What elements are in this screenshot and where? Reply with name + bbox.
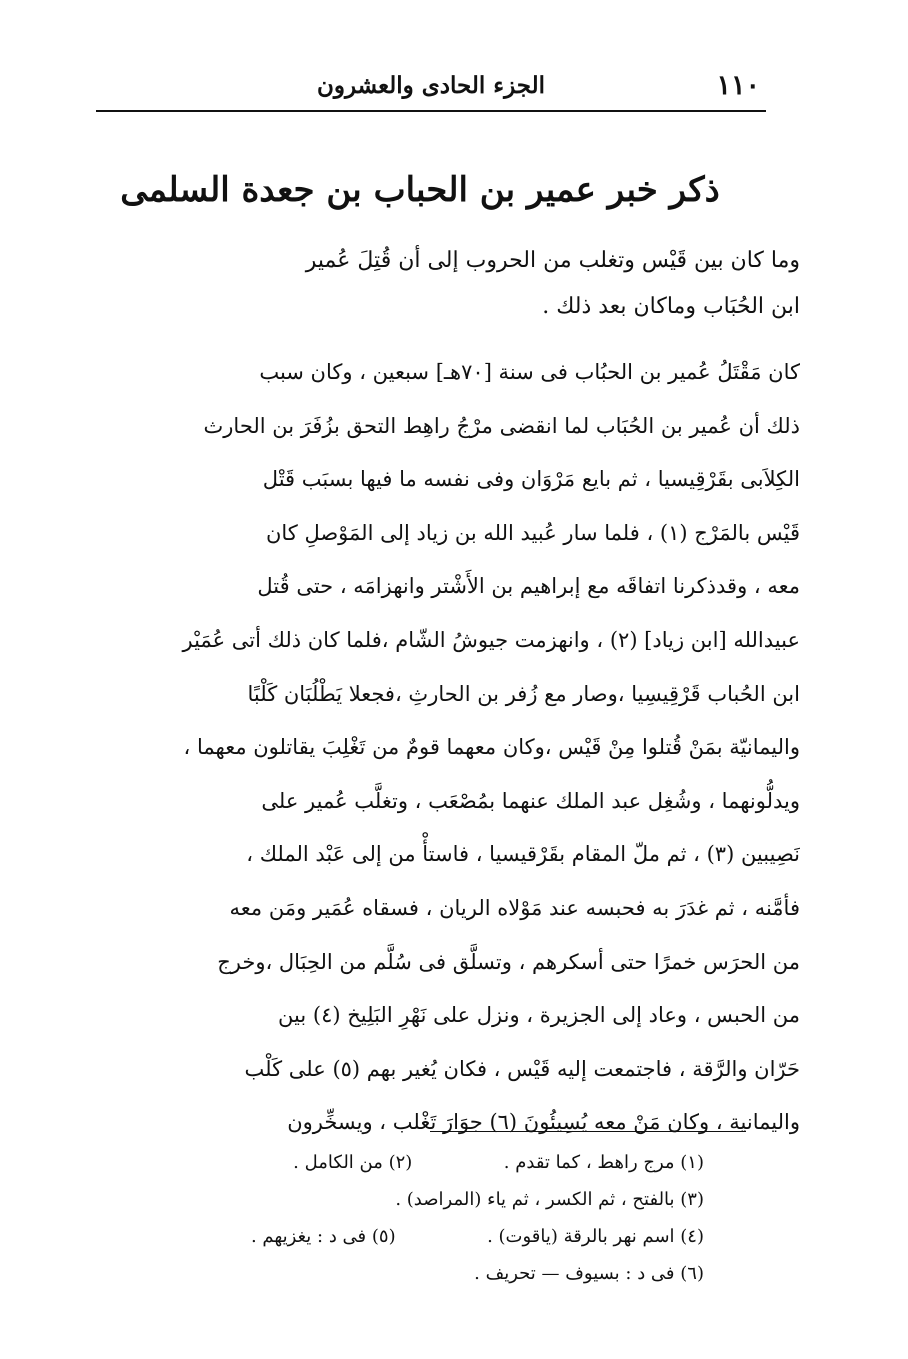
body-line: واليمانيّة بمَنْ قُتلوا مِنْ قَيْس ،وكان معهما قومٌ من تَغْلِبَ يقاتلون معهما ، bbox=[183, 735, 800, 760]
body-text bbox=[136, 346, 800, 1150]
footnote-4: (٤) اسم نهر بالرقة (ياقوت) . bbox=[487, 1226, 704, 1247]
footnote-2: (٢) من الكامل . bbox=[293, 1152, 413, 1173]
running-head: الجزء الحادى والعشرون bbox=[316, 72, 546, 99]
footnote-row bbox=[144, 1218, 704, 1255]
body-line: واليمانية ، وكان مَنْ معه يُسِيئُونَ (٦) جوَارَ تَغْلب ، ويسخِّرون bbox=[287, 1110, 800, 1135]
body-line: من الحبس ، وعاد إلى الجزيرة ، ونزل على نَهْرِ البَلِيخ (٤) بين bbox=[278, 1003, 800, 1028]
body-line: الكِلاَبى بقَرْقِيسيا ، ثم بايع مَرْوَان وفى نفسه ما فيها بسبَب قَتْل bbox=[262, 467, 800, 492]
body-line: فأمَّنه ، ثم غدَرَ به فحبسه عند مَوْلاه الريان ، فسقاه عُمَير ومَن معه bbox=[229, 895, 800, 920]
body-line: معه ، وقدذكرنا اتفاقَه مع إبراهيم بن الأَشْتر وانهزامَه ، حتى قُتل bbox=[257, 574, 800, 599]
body-line: ذلك أن عُمير بن الحُبَاب لما انقضى مرْجُ راهِط التحق بزُفَرَ بن الحارث bbox=[203, 413, 800, 438]
footnote-5: (٥) فى د : يغزيهم . bbox=[250, 1226, 396, 1247]
body-line: كان مَقْتَلُ عُمير بن الحبُاب فى سنة [٧٠هـ] سبعين ، وكان سبب bbox=[259, 360, 800, 384]
body-line: من الحرَس خمرًا حتى أسكرهم ، وتسلَّق فى سُلَّم من الحِبَال ،وخرج bbox=[217, 949, 800, 974]
body-line: ويدلُّونهما ، وشُغِل عبد الملك عنهما بمُصْعَب ، وتغلَّب عُمير على bbox=[261, 788, 800, 813]
page-number: ١١٠ bbox=[716, 70, 760, 101]
body-line: حَرّان والرَّقة ، فاجتمعت إليه قَيْس ، فكان يُغير بهم (٥) على كَلْب bbox=[244, 1056, 800, 1081]
body-line: ابن الحُباب قَرْقِيسِيا ،وصار مع زُفر بن الحارثِ ،فجعلا يَطْلُبَان كَلْبًا bbox=[247, 681, 800, 706]
body-line: قَيْس بالمَرْج (١) ، فلما سار عُبيد الله بن زياد إلى المَوْصلِ كان bbox=[265, 520, 800, 545]
footnotes bbox=[144, 1144, 704, 1292]
body-line: نَصِيبين (٣) ، ثم ملّ المقام بقَرْقيسيا ، فاستأْ من إلى عَبْد الملك ، bbox=[246, 842, 800, 867]
footnote-row bbox=[144, 1181, 704, 1218]
footnote-3: (٣) بالفتح ، ثم الكسر ، ثم ياء (المراصد) . bbox=[395, 1189, 704, 1210]
footnote-6: (٦) فى د : بسيوف — تحريف . bbox=[474, 1263, 704, 1284]
footnote-divider bbox=[430, 1131, 746, 1132]
footnote-row bbox=[144, 1144, 704, 1181]
footnote-1: (١) مرج راهط ، كما تقدم . bbox=[503, 1152, 704, 1173]
chapter-title: ذكر خبر عمير بن الحباب بن جعدة السلمى bbox=[120, 170, 720, 210]
subtitle-line: ابن الحُبَاب وماكان بعد ذلك . bbox=[542, 294, 800, 319]
footnote-row bbox=[144, 1255, 704, 1292]
chapter-subtitle bbox=[172, 238, 800, 330]
page-header bbox=[96, 64, 766, 112]
subtitle-line: وما كان بين قَيْس وتغلب من الحروب إلى أن قُتِلَ عُمير bbox=[305, 248, 800, 273]
body-line: عبيدالله [ابن زياد] (٢) ، وانهزمت جيوشُ الشّام ،فلما كان ذلك أتى عُمَيْر bbox=[182, 627, 800, 652]
